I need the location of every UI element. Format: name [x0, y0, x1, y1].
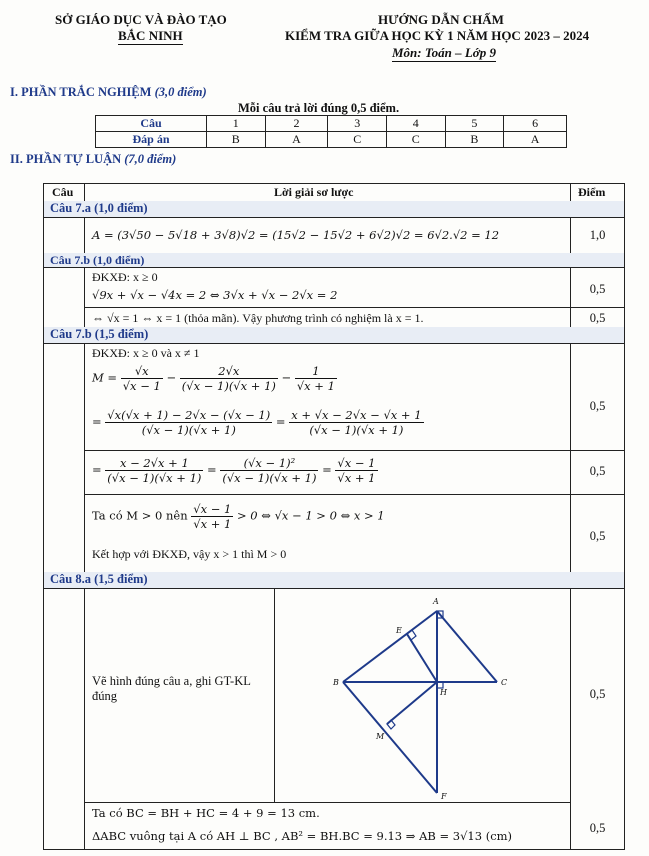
question-number: 6 — [504, 116, 567, 132]
expr-m-step1: = $\frac{√x(√x + 1) - 2√x - (√x - 1)}{(√x - 1)(√x + 1)}$ = $\frac{x + √x - 2√x - √x + 1}{(√x - 1)(√x + 1)}$ — [92, 408, 422, 437]
row-label-questions: Câu — [96, 116, 207, 132]
question-number: 2 — [265, 116, 328, 132]
answer-row — [96, 132, 567, 148]
solution-row-7a — [44, 218, 624, 254]
question-number: 4 — [386, 116, 445, 132]
question-number: 3 — [328, 116, 387, 132]
answer-cell: C — [328, 132, 387, 148]
expr-m-definition: M = $\frac{√x}{√x - 1}$ − $\frac{2√x}{(√x - 1)(√x + 1)}$ − $\frac{1}{√x + 1}$ — [92, 364, 335, 393]
expr-7a: A = (3√50 − 5√18 + 3√8)√2 = (15√2 − 15√2 + 6√2)√2 = 6√2.√2 = 12 — [92, 228, 500, 242]
point-label-e: E — [396, 626, 402, 635]
point-label-h: H — [440, 688, 447, 697]
col-header-question: Câu — [52, 185, 74, 199]
conclusion-7b2: Kết hợp với ĐKXĐ, vậy x > 1 thì M > 0 — [92, 547, 287, 561]
exam-title: KIỂM TRA GIỮA HỌC KỲ 1 NĂM HỌC 2023 – 2024 — [285, 28, 590, 43]
segment-ab — [343, 611, 437, 682]
solution-conclusion: ⇔ √x = 1 ⇔ x = 1 (thỏa mãn). Vậy phương trình có nghiệm là x = 1. — [92, 311, 424, 325]
section-band-8a: Câu 8.a (1,5 điểm) — [44, 572, 624, 589]
answer-cell: B — [445, 132, 504, 148]
segment-hm — [387, 682, 437, 724]
department-name: SỞ GIÁO DỤC VÀ ĐÀO TẠO — [55, 12, 227, 27]
equation-line: √9x + √x − √4x = 2 ⇔ 3√x + √x − 2√x = 2 — [92, 288, 338, 302]
doc-title: HƯỚNG DẪN CHẤM — [378, 12, 504, 27]
question-number: 5 — [445, 116, 504, 132]
segment-bf — [343, 682, 437, 793]
triangle-figure — [275, 589, 569, 802]
section-band-7b1: Câu 7.b (1,0 điểm) — [44, 253, 624, 268]
answer-key-table — [95, 115, 567, 148]
solution-row-7b2 — [44, 344, 624, 573]
solution-table — [43, 183, 625, 850]
score-7b2-part3: 0,5 — [589, 529, 606, 543]
col-header-solution: Lời giải sơ lược — [274, 185, 354, 199]
solution-row-8a — [44, 589, 624, 849]
table-header-row — [44, 184, 624, 202]
answer-cell: A — [504, 132, 567, 148]
score-7b1-part1: 0,5 — [589, 282, 606, 296]
expr-m-positive: Ta có M > 0 nên $\frac{√x - 1}{√x + 1}$ > 0 ⇔ √x − 1 > 0 ⇔ x > 1 — [92, 502, 385, 531]
question-row — [96, 116, 567, 132]
point-label-m: M — [376, 732, 385, 741]
part1-title: I. PHẦN TRẮC NGHIỆM (3,0 điểm) — [10, 85, 207, 99]
score-8a-part1: 0,5 — [589, 687, 606, 701]
score-7a: 1,0 — [589, 228, 606, 242]
segment-eh — [407, 634, 437, 682]
point-label-f: F — [441, 792, 447, 801]
answer-cell: B — [207, 132, 266, 148]
segment-ac — [437, 611, 497, 682]
domain-condition: ĐKXĐ: x ≥ 0 và x ≠ 1 — [92, 346, 200, 360]
expr-m-step2: = $\frac{x - 2√x + 1}{(√x - 1)(√x + 1)}$ = $\frac{\text{(√x − 1)²}}{(√x - 1)(√x + 1)}$ = $\frac{√x - 1}{√x + 1}$ — [92, 456, 376, 485]
score-7b2-part2: 0,5 — [589, 464, 606, 478]
row-label-answers: Đáp án — [96, 132, 207, 148]
point-label-c: C — [501, 678, 508, 687]
answer-cell: C — [386, 132, 445, 148]
point-label-b: B — [333, 678, 339, 687]
answer-cell: A — [265, 132, 328, 148]
solution-row-7b1 — [44, 268, 624, 328]
score-8a-part2: 0,5 — [589, 821, 606, 835]
score-7b2-part1: 0,5 — [589, 399, 606, 413]
col-header-score: Điểm — [578, 185, 606, 199]
ab-length-line: ΔABC vuông tại A có AH ⊥ BC , AB² = BH.BC = 9.13 ⇒ AB = 3√13 (cm) — [92, 829, 513, 843]
draw-instruction: Vẽ hình đúng câu a, ghi GT-KL đúng — [92, 674, 251, 703]
bc-length-line: Ta có BC = BH + HC = 4 + 9 = 13 cm. — [92, 806, 320, 820]
point-label-a: A — [433, 597, 439, 606]
part2-title: II. PHẦN TỰ LUẬN (7,0 điểm) — [10, 152, 177, 166]
section-band-7b2: Câu 7.b (1,5 điểm) — [44, 327, 624, 344]
score-7b1-part2: 0,5 — [589, 311, 606, 325]
province-name: BẮC NINH — [118, 28, 183, 43]
domain-condition: ĐKXĐ: x ≥ 0 — [92, 270, 158, 284]
subject-line: Môn: Toán – Lớp 9 — [392, 45, 497, 60]
part1-note: Mỗi câu trả lời đúng 0,5 điểm. — [238, 101, 400, 115]
question-number: 1 — [207, 116, 266, 132]
section-band-7a: Câu 7.a (1,0 điểm) — [44, 201, 624, 218]
